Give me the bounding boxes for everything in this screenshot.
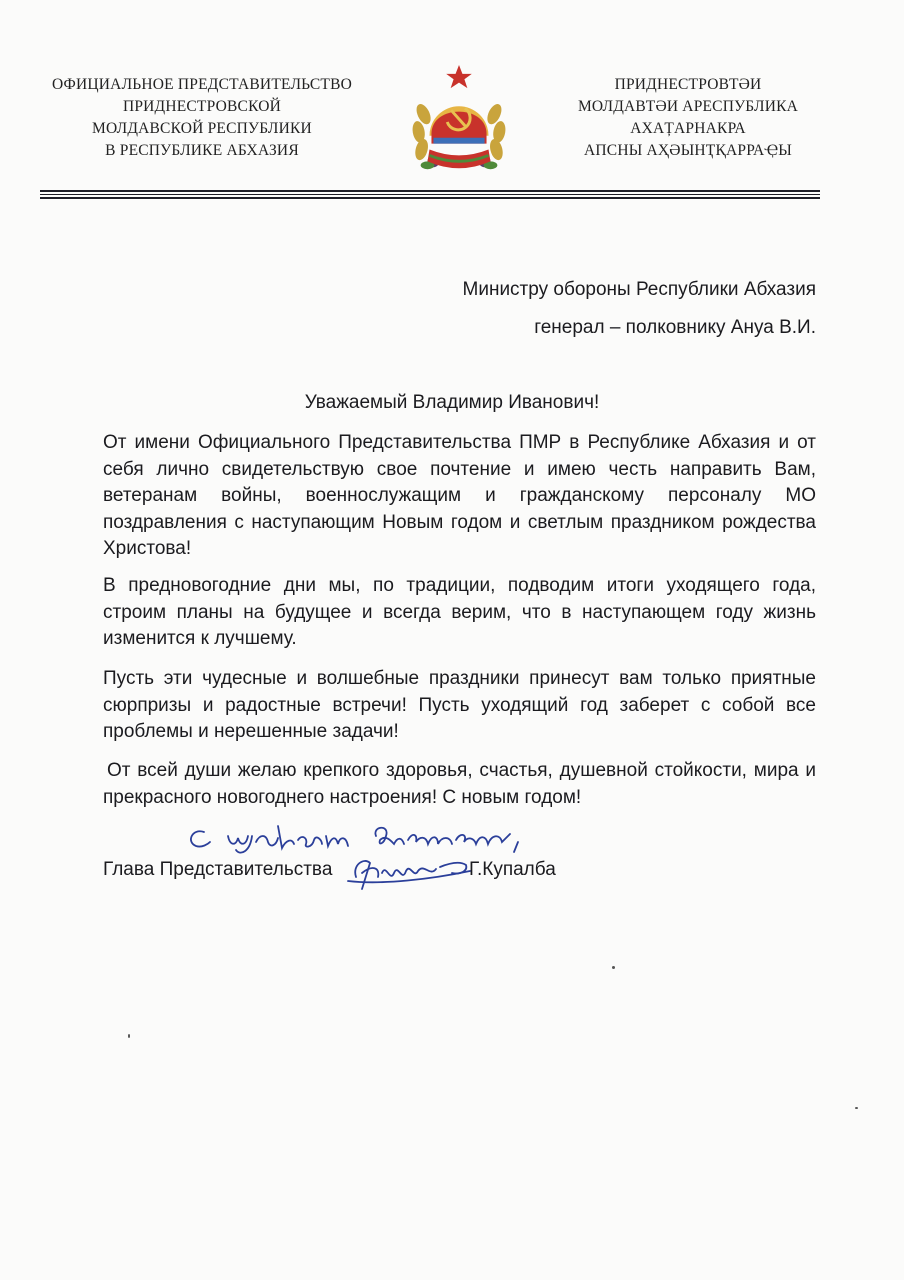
letterhead-line: МОЛДАВСКОЙ РЕСПУБЛИКИ [92, 120, 312, 137]
letterhead-line: ПРИДНЕСТРОВСКОЙ [122, 98, 282, 115]
header-rule [40, 194, 820, 195]
coat-of-arms-icon [400, 62, 518, 182]
body-paragraph: От всей души желаю крепкого здоровья, счастья, душевной стойкости, мира и прекрасного новогоднего настроения! С новым годом! [103, 760, 816, 808]
salutation: Уважаемый Владимир Иванович! [304, 392, 600, 413]
signatory-name: Г.Купалба [469, 859, 556, 880]
scan-speck [128, 1034, 130, 1038]
addressee-line: Министру обороны Республики Абхазия [462, 279, 816, 300]
scan-speck [855, 1107, 858, 1109]
body-paragraph: От имени Официального Представительства ПМР в Республике Абхазия и от себя лично свидетельствую свое почтение и имею честь направить Вам, ветеранам войны, военнослужащим и гражданскому персоналу МО поздравления с наступающим Новым годом и светлым праздником рождества Христова! [103, 432, 816, 559]
letterhead-line: АПСНЫ АҲӘЫНҬҚАРРАҾЫ [584, 142, 792, 159]
header-rule [40, 197, 820, 199]
scan-speck [612, 966, 615, 969]
letterhead-abkhaz [552, 74, 824, 162]
letterhead-line: АХАȚАРНАКРА [630, 120, 746, 137]
signatory-title: Глава Представительства [103, 859, 333, 880]
body-paragraph: В предновогодние дни мы, по традиции, подводим итоги уходящего года, строим планы на будущее и всегда верим, что в наступающем году жизнь изменится к лучшему. [103, 575, 816, 649]
signature [342, 843, 478, 893]
letterhead-line: ОФИЦИАЛЬНОЕ ПРЕДСТАВИТЕЛЬСТВО [51, 76, 353, 93]
addressee-line: генерал – полковнику Ануа В.И. [534, 317, 816, 338]
letterhead-line: ПРИДНЕСТРОВТӘИ [614, 76, 762, 93]
letterhead-russian [40, 74, 364, 162]
letterhead-line: В РЕСПУБЛИКЕ АБХАЗИЯ [105, 142, 299, 159]
header-rule [40, 190, 820, 192]
body-paragraph: Пусть эти чудесные и волшебные праздники принесут вам только приятные сюрпризы и радостные встречи! Пусть уходящий год заберет с собой все проблемы и нерешенные задачи! [103, 668, 816, 742]
letterhead-line: МОЛДАВТӘИ АРЕСПУБЛИКА [577, 98, 799, 115]
